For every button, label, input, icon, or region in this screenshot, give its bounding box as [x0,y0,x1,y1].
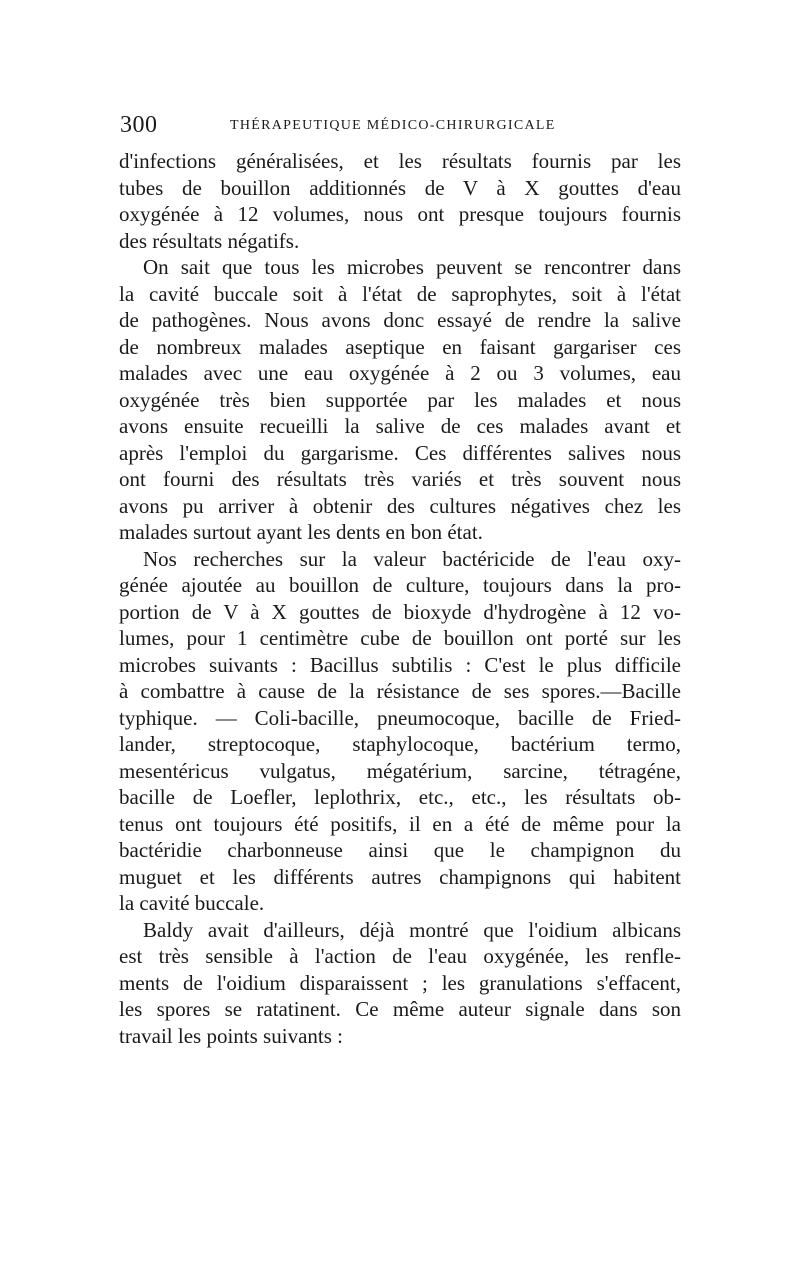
text-line: à combattre à cause de la résistance de ses spores.—Bacille [119,679,681,703]
text-line: Baldy avait d'ailleurs, déjà montré que l'oidium albicans [143,917,681,942]
text-line: avons pu arriver à obtenir des cultures négatives chez les [119,493,681,518]
paragraph [119,917,681,1050]
text-line: travail les points suivants : [119,1023,343,1048]
paragraph [119,148,681,254]
text-line: ont fourni des résultats très variés et très souvent nous [119,467,681,491]
text-line: bactéridie charbonneuse ainsi que le champignon du [119,838,681,862]
text-line: malades avec une eau oxygénée à 2 ou 3 volumes, eau [119,361,681,385]
text-line: muguet et les différents autres champignons qui habitent [119,864,681,889]
paragraph [119,546,681,917]
running-title: THÉRAPEUTIQUE MÉDICO-CHIRURGICALE [230,118,556,133]
text-line: la cavité buccale. [119,891,265,915]
text-line: de pathogènes. Nous avons donc essayé de rendre la salive [119,308,681,332]
text-line: oxygénée à 12 volumes, nous ont presque toujours fournis [119,202,681,226]
text-line: malades surtout ayant les dents en bon état. [119,520,483,544]
text-line: ments de l'oidium disparaissent ; les granulations s'effacent, [119,970,681,995]
text-line: génée ajoutée au bouillon de culture, toujours dans la pro- [119,573,681,597]
text-line: lumes, pour 1 centimètre cube de bouillon ont porté sur les [119,626,681,650]
text-line: bacille de Loefler, leplothrix, etc., etc., les résultats ob- [119,785,681,809]
text-line: tenus ont toujours été positifs, il en a été de même pour la [119,811,681,836]
text-line: d'infections généralisées, et les résultats fournis par les [119,149,681,173]
text-line: la cavité buccale soit à l'état de saprophytes, soit à l'état [119,281,681,306]
body-text [119,148,681,1049]
text-line: est très sensible à l'action de l'eau oxygénée, les renfle- [119,944,681,968]
text-line: lander, streptocoque, staphylocoque, bactérium termo, [119,732,681,756]
text-line: microbes suivants : Bacillus subtilis : C'est le plus difficile [119,652,681,677]
running-head [120,112,680,144]
text-line: On sait que tous les microbes peuvent se rencontrer dans [143,255,681,279]
text-line: portion de V à X gouttes de bioxyde d'hydrogène à 12 vo- [119,599,681,624]
text-line: tubes de bouillon additionnés de V à X gouttes d'eau [119,175,681,200]
text-line: typhique. — Coli-bacille, pneumocoque, bacille de Fried- [119,705,681,730]
text-line: avons ensuite recueilli la salive de ces malades avant et [119,414,681,438]
text-line: oxygénée très bien supportée par les malades et nous [119,387,681,412]
text-line: les spores se ratatinent. Ce même auteur signale dans son [119,997,681,1021]
text-line: des résultats négatifs. [119,228,300,253]
text-line: mesentéricus vulgatus, mégatérium, sarcine, tétragéne, [119,758,681,783]
text-line: de nombreux malades aseptique en faisant gargariser ces [119,334,681,359]
text-line: après l'emploi du gargarisme. Ces différentes salives nous [119,440,681,465]
paragraph [119,254,681,546]
page-number: 300 [120,112,158,138]
text-line: Nos recherches sur la valeur bactéricide de l'eau oxy- [143,546,681,571]
